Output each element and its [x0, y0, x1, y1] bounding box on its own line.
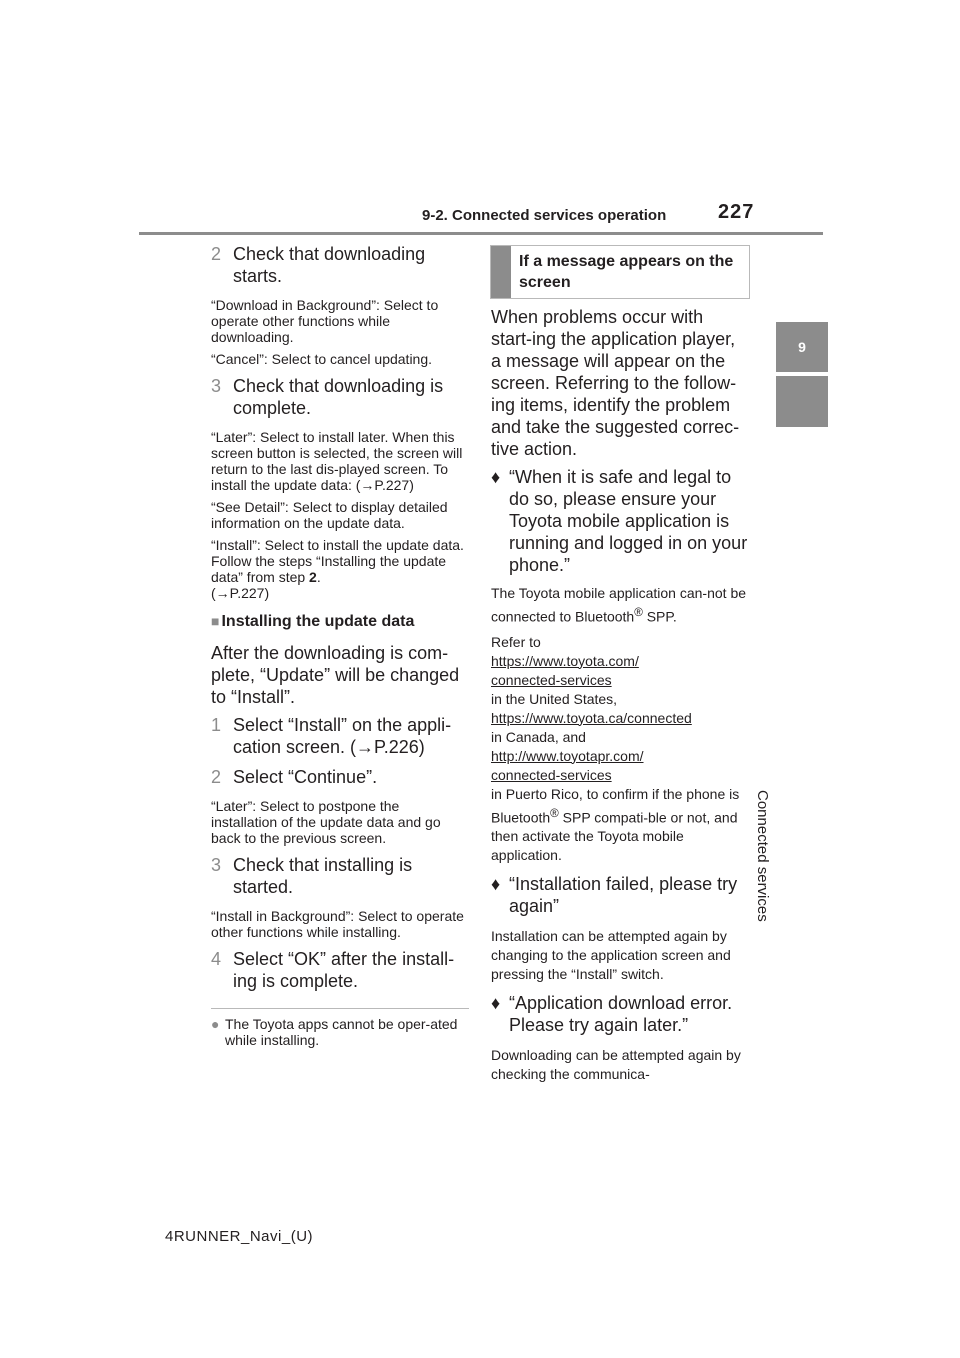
footnote: [211, 1016, 469, 1048]
note-download-retry: Downloading can be attempted again by checking the communica-: [491, 1047, 741, 1083]
diamond-bullet-icon: ♦: [491, 874, 501, 895]
refer-links: [491, 633, 749, 866]
step-4-ok: [211, 948, 469, 992]
bullet-installation-failed: [491, 873, 749, 917]
message-intro: When problems occur with start-ing the application player, a message will appear on the screen. Referring to the follow-ing items, identify the problem and take the suggested correc-tive action.: [491, 307, 740, 459]
in-canada: in Canada, and: [491, 728, 586, 745]
step-number: 3: [211, 855, 222, 875]
note-cancel: “Cancel”: Select to cancel updating.: [211, 351, 433, 367]
step-1-install: [211, 714, 469, 758]
step-number: 1: [211, 715, 222, 735]
registered-mark: ®: [634, 606, 643, 619]
circle-bullet-icon: ●: [211, 1016, 220, 1032]
bullet-text: “Application download error. Please try again later.”: [509, 993, 733, 1036]
chapter-tab-number: 9: [776, 322, 828, 372]
link-toyota-us[interactable]: https://www.toyota.com/: [491, 652, 639, 669]
note-later-postpone: “Later”: Select to postpone the installation of the update data and go back to the previous screen.: [211, 798, 441, 846]
footnote-text: The Toyota apps cannot be oper-ated while installing.: [225, 1016, 458, 1048]
note-install-background: “Install in Background”: Select to operate other functions while installing.: [211, 908, 464, 940]
step-number: 3: [211, 376, 222, 396]
in-puerto-rico: in Puerto Rico, to confirm if the phone is Bluetooth: [491, 785, 740, 826]
document-code: 4RUNNER_Navi_(U): [165, 1228, 314, 1245]
registered-mark: ®: [550, 806, 559, 820]
chapter-tab-label: Connected services: [754, 790, 771, 922]
heading-box-bar: [491, 246, 511, 298]
note-install-text: “Install”: Select to install the update data. Follow the steps “Installing the update data” from step: [211, 537, 464, 585]
step-number: 4: [211, 949, 222, 969]
note-installation-retry: Installation can be attempted again by changing to the application screen and pressing the “Install” switch.: [491, 928, 731, 983]
in-united-states: in the United States,: [491, 690, 618, 707]
diamond-bullet-icon: ♦: [491, 993, 501, 1014]
refer-to: Refer to: [491, 633, 541, 650]
header-divider: [139, 232, 823, 235]
step-number: 2: [211, 767, 222, 787]
step-text: Check that downloading is complete.: [233, 376, 444, 418]
note-bluetooth-spp: [491, 584, 749, 627]
bullet-safe-legal: [491, 466, 749, 576]
step-number: 2: [211, 244, 222, 264]
step-text: Select “OK” after the install-ing is complete.: [233, 949, 455, 991]
note-text-end: SPP.: [646, 608, 677, 625]
note-install-step: 2: [309, 569, 317, 585]
bullet-download-error: [491, 992, 749, 1036]
note-later: “Later”: Select to install later. When this screen button is selected, the screen will return to the last dis-played screen. To install the update data: (→P.227): [211, 429, 463, 493]
section-heading-box: [490, 245, 750, 299]
in-puerto-rico-end: SPP compati-ble or not, and then activate the Toyota mobile application.: [491, 809, 738, 864]
bullet-text: “Installation failed, please try again”: [509, 874, 738, 917]
diamond-bullet-icon: ♦: [491, 467, 501, 487]
bullet-text: “When it is safe and legal to do so, please ensure your Toyota mobile application is running and logged in on your phone.”: [509, 467, 748, 575]
page-reference: (→P.227): [211, 585, 270, 601]
chapter-tab-marker: [776, 376, 828, 427]
note-install: [211, 537, 469, 601]
link-toyota-ca[interactable]: https://www.toyota.ca/connected: [491, 709, 692, 726]
right-column: [491, 306, 749, 1084]
link-toyota-us-path[interactable]: connected-services: [491, 671, 612, 688]
note-download-background: “Download in Background”: Select to operate other functions while downloading.: [211, 297, 439, 345]
step-text: Select “Continue”.: [233, 767, 378, 787]
heading-text: Installing the update data: [221, 613, 415, 630]
note-text: The Toyota mobile application can-not be connected to Bluetooth: [491, 585, 747, 625]
note-see-detail: “See Detail”: Select to display detailed information on the update data.: [211, 499, 448, 531]
step-2-continue: [211, 766, 469, 788]
step-text: Check that downloading starts.: [233, 244, 426, 286]
heading-box-title: If a message appears on the screen: [519, 253, 734, 291]
step-3: [211, 375, 469, 419]
square-bullet-icon: ■: [211, 613, 220, 629]
left-column: [211, 243, 469, 1048]
step-text: Check that installing is started.: [233, 855, 413, 897]
section-title: 9-2. Connected services operation: [422, 207, 667, 224]
installing-intro: After the downloading is com-plete, “Update” will be changed to “Install”.: [211, 643, 460, 707]
step-2: [211, 243, 469, 287]
step-3-installing: [211, 854, 469, 898]
link-toyota-pr[interactable]: http://www.toyotapr.com/: [491, 747, 644, 764]
step-text: Select “Install” on the appli-cation screen. (→P.226): [233, 715, 452, 757]
note-install-end: .: [316, 569, 321, 585]
heading-installing-update-data: [211, 611, 469, 632]
page-number: 227: [718, 201, 755, 223]
link-toyota-pr-path[interactable]: connected-services: [491, 766, 612, 783]
